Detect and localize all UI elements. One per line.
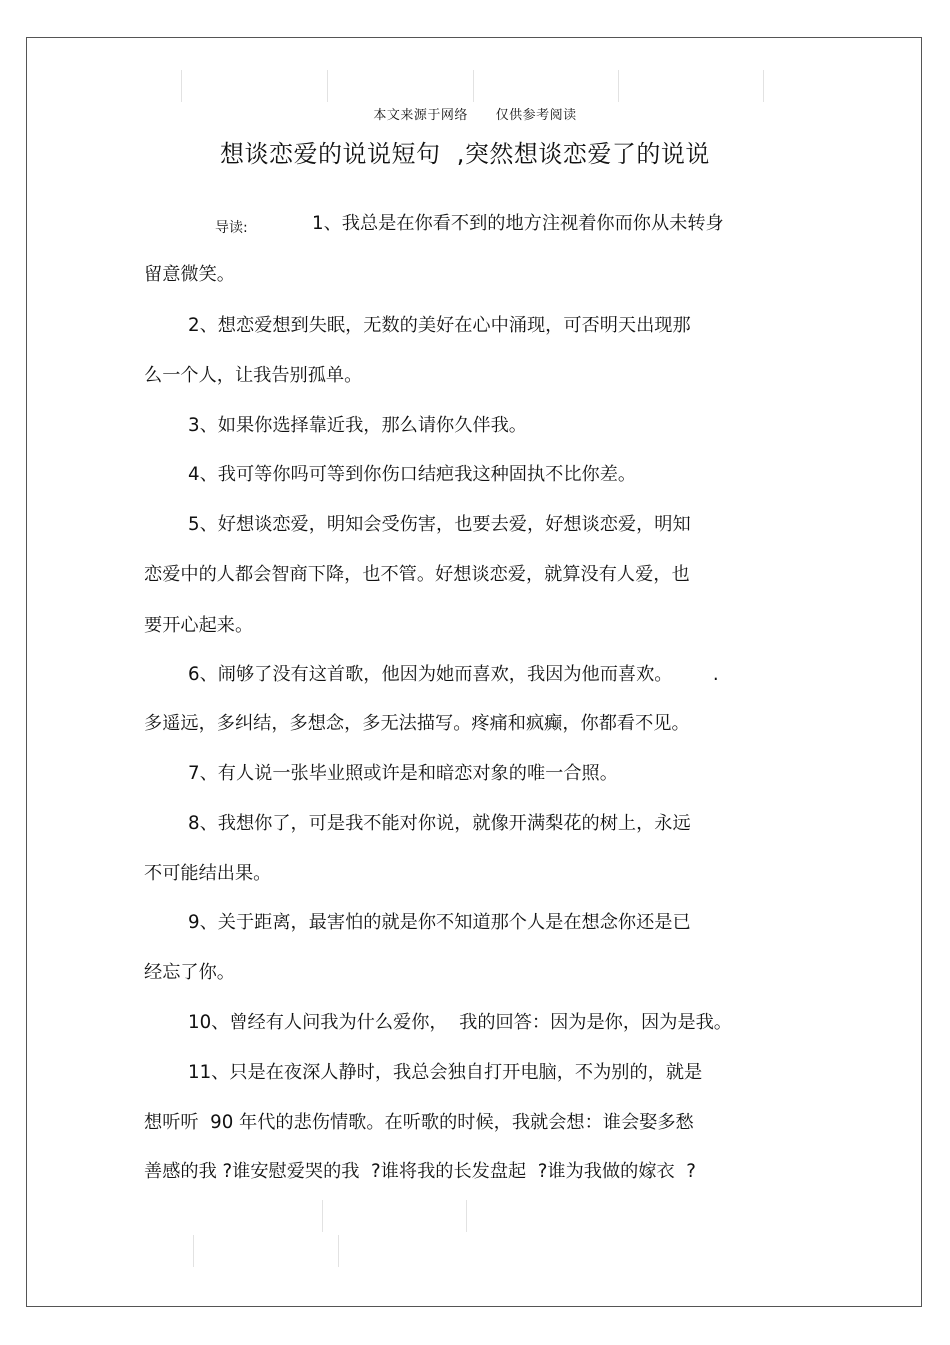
body-line: 要开心起来。 [144, 615, 254, 636]
body-line: 不可能结出果。 [144, 863, 272, 884]
body-line: 经忘了你。 [144, 962, 235, 983]
header-note: 本文来源于网络 仅供参考阅读 [373, 108, 577, 123]
scan-line [322, 1200, 323, 1232]
scan-line [338, 1235, 339, 1267]
body-line: 想听听 90 年代的悲伤情歌。在听歌的时候，我就会想：谁会娶多愁 [144, 1112, 694, 1133]
scan-line [327, 70, 328, 102]
body-line: 11、只是在夜深人静时，我总会独自打开电脑，不为别的，就是 [188, 1062, 703, 1083]
body-line: 多遥远，多纠结，多想念，多无法描写。疼痛和疯癫，你都看不见。 [144, 713, 690, 734]
body-line: 10、曾经有人问我为什么爱你， 我的回答：因为是你，因为是我。 [188, 1012, 732, 1033]
scan-line [466, 1200, 467, 1232]
body-line: 2、想恋爱想到失眠，无数的美好在心中涌现，可否明天出现那 [188, 315, 691, 336]
lead-label: 导读: [215, 220, 248, 236]
body-line: 7、有人说一张毕业照或许是和暗恋对象的唯一合照。 [188, 763, 618, 784]
body-line: 1、我总是在你看不到的地方注视着你而你从未转身 [312, 213, 724, 234]
document-title: 想谈恋爱的说说短句 ,突然想谈恋爱了的说说 [220, 140, 710, 168]
body-line: 6、闹够了没有这首歌，他因为她而喜欢，我因为他而喜欢。 . [188, 664, 719, 685]
body-line: 5、好想谈恋爱，明知会受伤害，也要去爱，好想谈恋爱，明知 [188, 514, 691, 535]
body-line: 9、关于距离，最害怕的就是你不知道那个人是在想念你还是已 [188, 912, 691, 933]
body-line: 3、如果你选择靠近我，那么请你久伴我。 [188, 415, 527, 436]
scan-line [618, 70, 619, 102]
body-line: 4、我可等你吗可等到你伤口结疤我这种固执不比你差。 [188, 464, 637, 485]
body-line: 留意微笑。 [144, 264, 235, 285]
body-line: 8、我想你了，可是我不能对你说，就像开满梨花的树上，永远 [188, 813, 691, 834]
scan-line [181, 70, 182, 102]
scan-line [763, 70, 764, 102]
body-line: 恋爱中的人都会智商下降，也不管。好想谈恋爱，就算没有人爱，也 [144, 564, 690, 585]
body-line: 善感的我 ?谁安慰爱哭的我 ?谁将我的长发盘起 ?谁为我做的嫁衣 ? [144, 1161, 696, 1182]
body-line: 么一个人，让我告别孤单。 [144, 365, 363, 386]
scan-line [473, 70, 474, 102]
scan-line [193, 1235, 194, 1267]
